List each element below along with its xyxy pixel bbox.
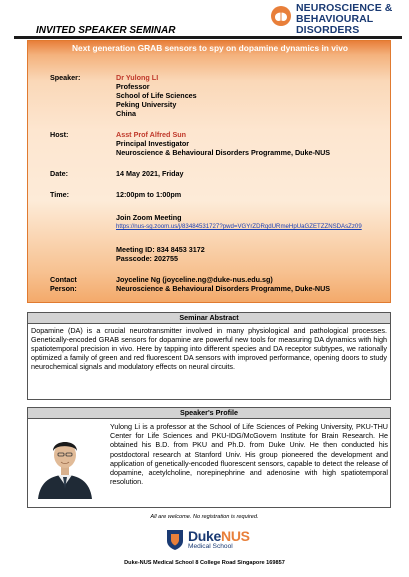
speaker-portrait (32, 427, 98, 499)
header-divider (14, 36, 402, 39)
registration-note: All are welcome. No registration is required. (150, 514, 259, 520)
brand-line-2: BEHAVIOURAL (296, 13, 374, 25)
speaker-title: Professor (116, 82, 150, 91)
brand-name (296, 3, 393, 36)
neuroscience-brain-icon (270, 5, 292, 27)
contact-name: Joyceline Ng (joyceline.ng@duke-nus.edu.sg) (116, 275, 273, 284)
duke-nus-wordmark (188, 528, 250, 544)
nus-word: NUS (221, 528, 250, 544)
time-label: Time: (50, 190, 70, 199)
speaker-univ: Peking University (116, 100, 177, 109)
zoom-link[interactable]: https://nus-sg.zoom.us/j/83484531727?pwd=VGYrZDRqdURmeHpUaGZETZZNSDAsZz09 (116, 223, 362, 230)
speaker-country: China (116, 109, 136, 118)
host-name: Asst Prof Alfred Sun (116, 130, 187, 139)
duke-word: Duke (188, 528, 222, 544)
duke-shield-icon (166, 529, 184, 551)
contact-label-2: Person: (50, 284, 77, 293)
passcode: Passcode: 202755 (116, 254, 178, 263)
host-label: Host: (50, 130, 69, 139)
host-title: Principal Investigator (116, 139, 190, 148)
profile-box (27, 419, 391, 508)
contact-dept: Neuroscience & Behavioural Disorders Programme, Duke-NUS (116, 284, 331, 293)
profile-text: Yulong Li is a professor at the School of Life Sciences of Peking University, PKU-THU Center for Life Sciences and PKU-IDG/McGovern Institute for Brain Research. He obtained his B.D. from PKU and Ph.D. from Duke Univ. He then conducted his postdoctoral research at Stanford Univ. His group pioneered the development and application of genetically-encoded fluorescent sensors, capable to detect the release of dopamine, acetylcholine, norepinephrine and adenosine with high spatiotemporal resolution. (110, 422, 388, 487)
speaker-name: Dr Yulong LI (116, 73, 159, 82)
duke-nus-logo (166, 528, 248, 554)
speaker-portrait-image (32, 427, 98, 499)
abstract-text: Dopamine (DA) is a crucial neurotransmitter involved in many physiological and pathological processes. Genetically-encoded GRAB sensors for dopamine are powerful new tools for measuring DA dynamics with high spatiotemporal precision in vivo. Here by tapping into different species and DA receptor subtypes, we rationally optimized a family of green and red fluorescent DA sensors with improved performance, opening doors to study neurochemical signals and modulatory effects on neural circuits. (31, 326, 387, 372)
profile-heading: Speaker's Profile (27, 407, 391, 419)
zoom-label: Join Zoom Meeting (116, 213, 182, 222)
contact-label-1: Contact (50, 275, 77, 284)
date-value: 14 May 2021, Friday (116, 169, 184, 178)
speaker-dept: School of Life Sciences (116, 91, 197, 100)
talk-title: Next generation GRAB sensors to spy on dopamine dynamics in vivo (72, 43, 348, 53)
neuroscience-logo (270, 3, 406, 37)
brand-line-3: DISORDERS (296, 24, 360, 36)
meeting-id: Meeting ID: 834 8453 3172 (116, 245, 205, 254)
seminar-type: INVITED SPEAKER SEMINAR (36, 25, 176, 36)
brand-line-1: NEUROSCIENCE & (296, 2, 393, 14)
speaker-label: Speaker: (50, 73, 81, 82)
host-dept: Neuroscience & Behavioural Disorders Programme, Duke-NUS (116, 148, 331, 157)
abstract-box (27, 324, 391, 400)
details-panel (27, 40, 391, 303)
address: Duke-NUS Medical School 8 College Road Singapore 169857 (124, 560, 285, 566)
abstract-heading: Seminar Abstract (27, 312, 391, 324)
medical-school-label: Medical School (188, 543, 233, 550)
time-value: 12:00pm to 1:00pm (116, 190, 182, 199)
date-label: Date: (50, 169, 68, 178)
